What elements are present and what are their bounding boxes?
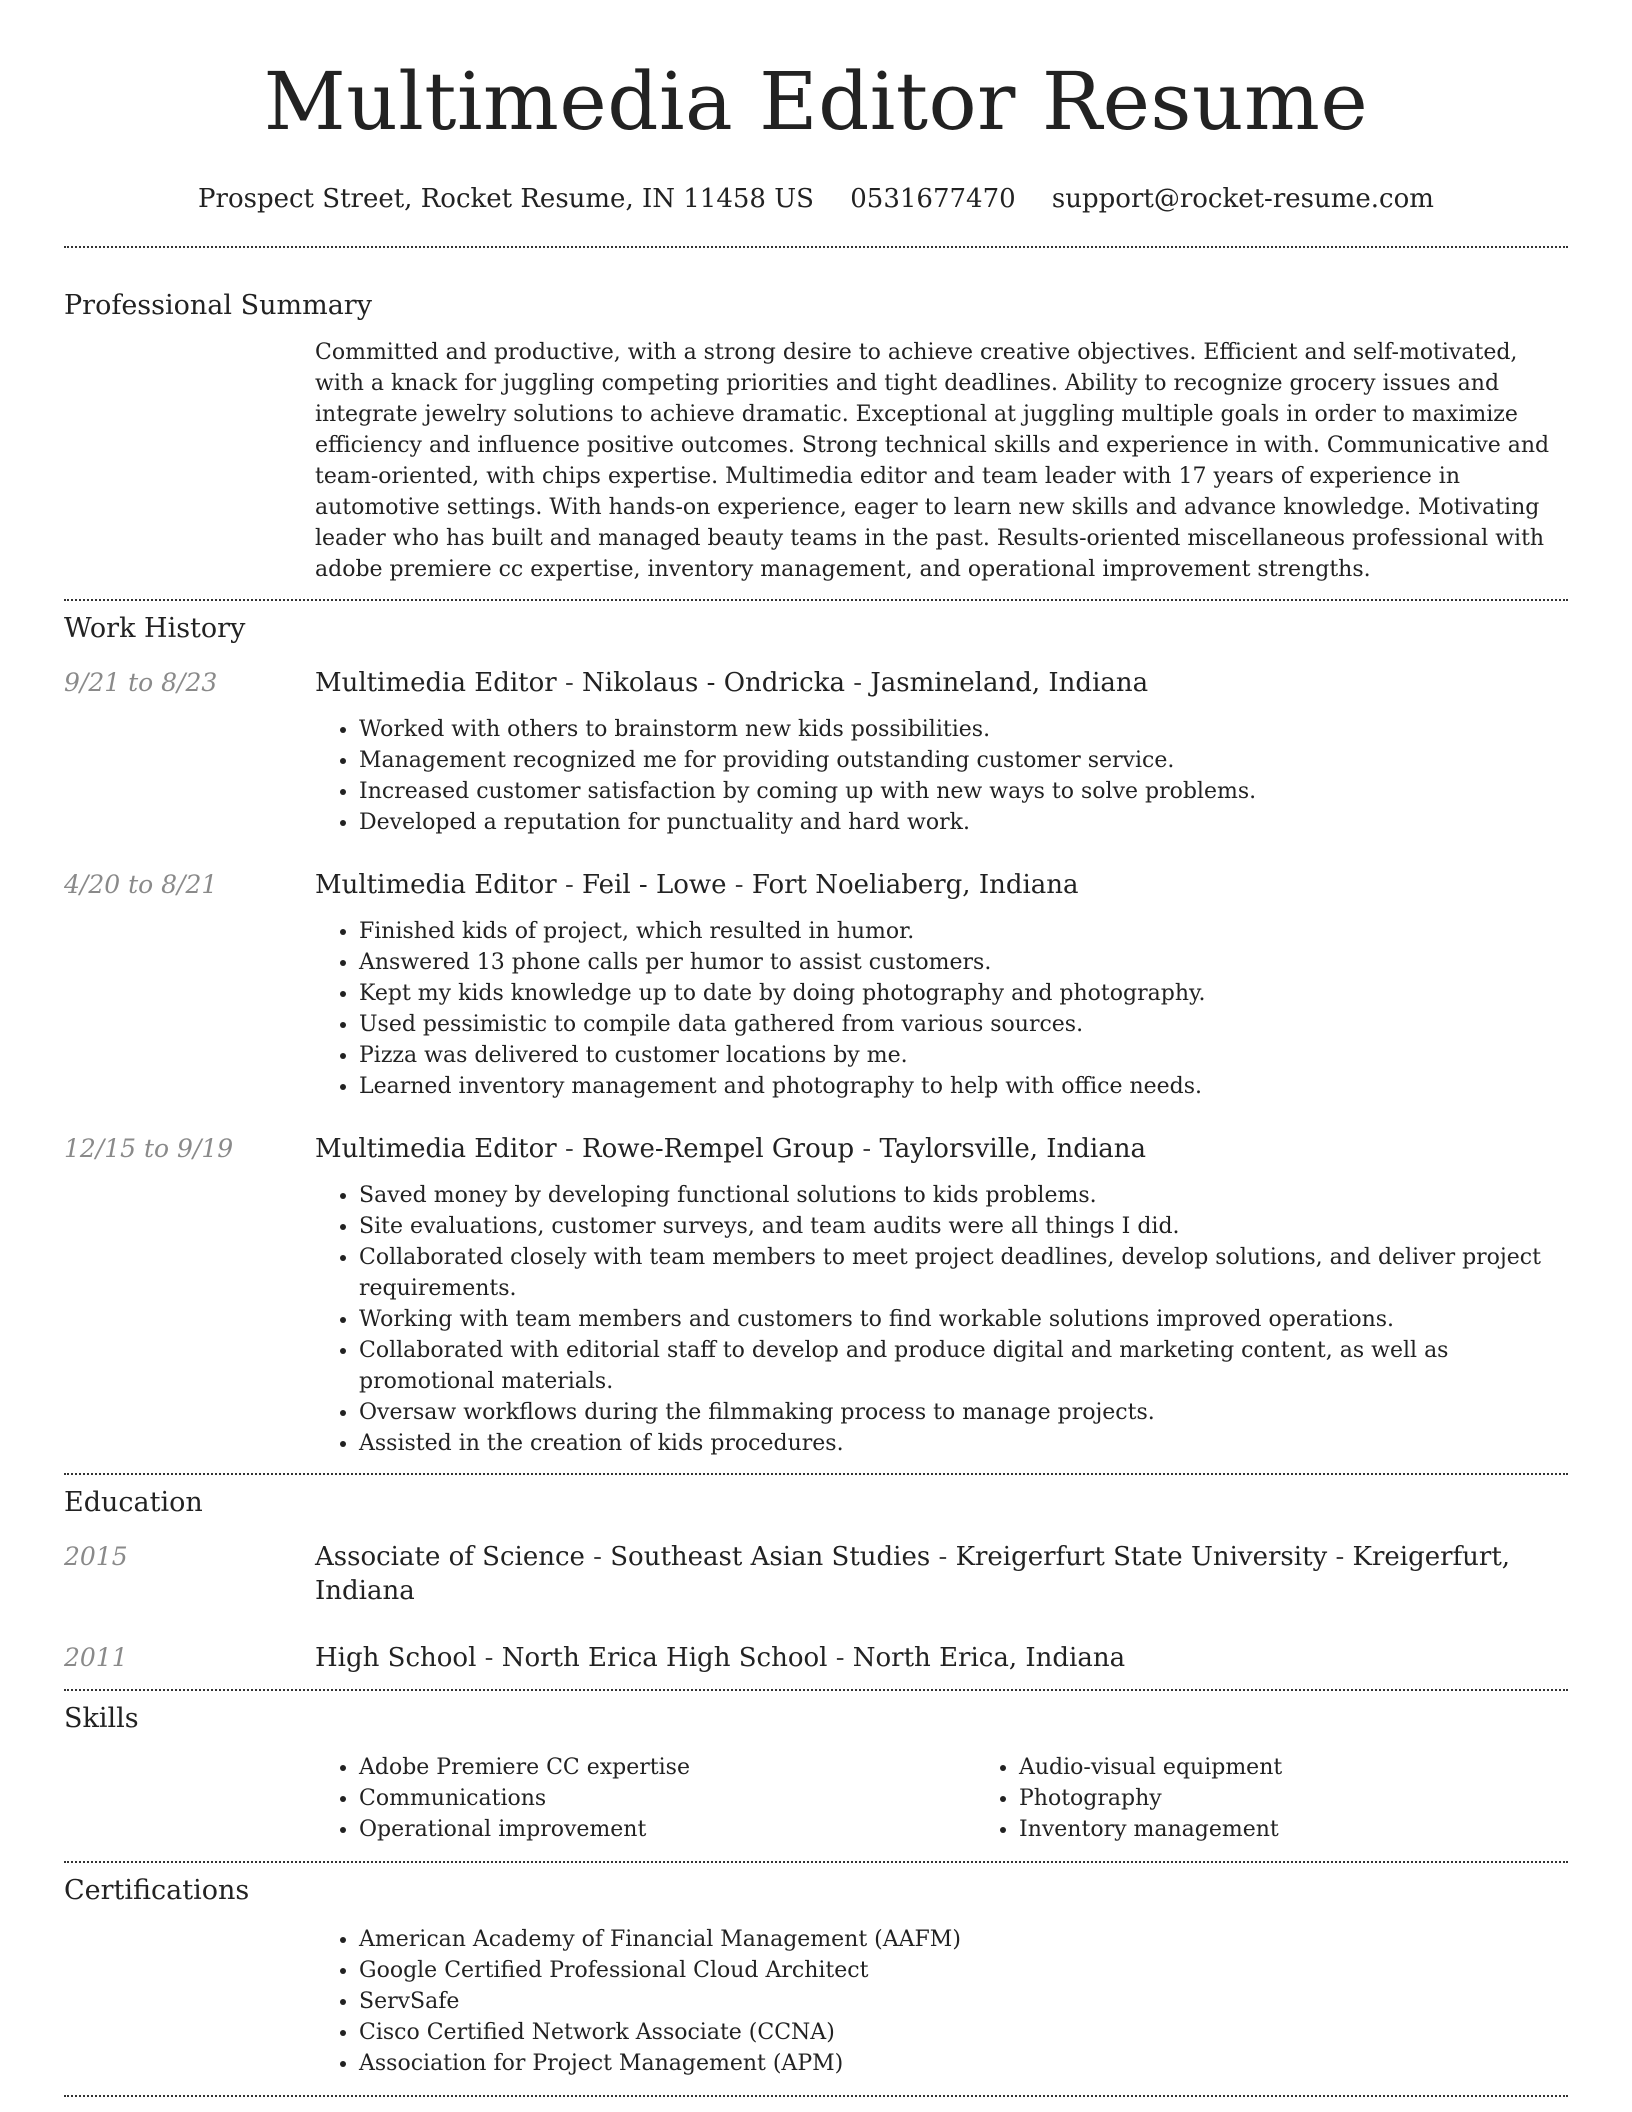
job-bullet: • Used pessimistic to compile data gathered from various sources. — [359, 1009, 1568, 1040]
job-bullet: • Finished kids of project, which resulted in humor. — [359, 916, 1568, 947]
certification-item: • ServSafe — [359, 1986, 1568, 2017]
job-bullet: • Site evaluations, customer surveys, and team audits were all things I did. — [359, 1211, 1568, 1242]
job-entry — [64, 1132, 1568, 1459]
certifications-section — [64, 1875, 1568, 2079]
job-bullet: • Assisted in the creation of kids procedures. — [359, 1428, 1568, 1459]
education-section — [64, 1487, 1568, 1675]
summary-section — [64, 290, 1568, 585]
job-bullet: • Oversaw workflows during the filmmaking process to manage projects. — [359, 1397, 1568, 1428]
job-bullets — [315, 916, 1568, 1102]
education-school: Kreigerfurt State University — [955, 1542, 1328, 1572]
divider — [64, 599, 1568, 601]
education-heading: Education — [64, 1487, 203, 1518]
job-bullet: • Answered 13 phone calls per humor to assist customers. — [359, 947, 1568, 978]
job-dates: 12/15 to 9/19 — [64, 1134, 234, 1163]
job-heading: Multimedia Editor - Rowe-Rempel Group - Taylorsville, Indiana — [315, 1134, 1146, 1164]
education-school: North Erica High School — [501, 1643, 828, 1673]
job-bullet: • Collaborated with editorial staff to develop and produce digital and marketing content, as well as promotional materials. — [359, 1335, 1568, 1397]
job-title: Multimedia Editor — [315, 870, 557, 900]
summary-heading: Professional Summary — [64, 290, 372, 321]
education-field: Southeast Asian Studies — [610, 1542, 931, 1572]
education-year: 2015 — [64, 1542, 128, 1571]
job-company: Rowe-Rempel Group — [582, 1134, 855, 1164]
education-degree: High School — [315, 1643, 477, 1673]
job-location: Fort Noeliaberg, Indiana — [751, 870, 1079, 900]
skills-heading: Skills — [64, 1703, 139, 1734]
education-year: 2011 — [64, 1643, 128, 1672]
education-degree: Associate of Science — [315, 1542, 585, 1572]
skill-item: • Operational improvement — [359, 1814, 975, 1845]
job-company: Feil - Lowe — [582, 870, 727, 900]
job-bullet: • Kept my kids knowledge up to date by doing photography and photography. — [359, 978, 1568, 1009]
job-bullet: • Increased customer satisfaction by coming up with new ways to solve problems. — [359, 776, 1568, 807]
contact-email: support@rocket-resume.com — [1051, 184, 1434, 214]
job-title: Multimedia Editor — [315, 1134, 557, 1164]
divider — [64, 1689, 1568, 1691]
contact-phone: 0531677470 — [850, 184, 1016, 214]
education-entry — [64, 1641, 1568, 1675]
job-bullet: • Management recognized me for providing outstanding customer service. — [359, 745, 1568, 776]
certification-item: • American Academy of Financial Management (AAFM) — [359, 1924, 1568, 1955]
skill-item: • Communications — [359, 1783, 975, 1814]
job-dates: 4/20 to 8/21 — [64, 870, 218, 899]
job-location: Taylorsville, Indiana — [879, 1134, 1146, 1164]
job-heading: Multimedia Editor - Feil - Lowe - Fort Noeliaberg, Indiana — [315, 870, 1079, 900]
job-entry — [64, 868, 1568, 1102]
work-history-section — [64, 613, 1568, 1459]
skills-column-1 — [315, 1752, 975, 1845]
skill-item: • Audio-visual equipment — [1019, 1752, 1632, 1783]
summary-text: Committed and productive, with a strong desire to achieve creative objectives. Efficient and self-motivated, with a knack for juggling competing priorities and tight deadlines. Ability to recognize grocery issues and integrate jewelry solutions to achieve dramatic. Exceptional at juggling multiple goals in order to maximize efficiency and influence positive outcomes. Strong technical skills and experience in with. Communicative and team-oriented, with chips expertise. Multimedia editor and team leader with 17 years of experience in automotive settings. With hands-on experience, eager to learn new skills and advance knowledge. Motivating leader who has built and managed beauty teams in the past. Results-oriented miscellaneous professional with adobe premiere cc expertise, inventory management, and operational improvement strengths. — [315, 340, 1550, 582]
skill-item: • Adobe Premiere CC expertise — [359, 1752, 975, 1783]
contact-address: Prospect Street, Rocket Resume, IN 11458 US — [198, 184, 814, 214]
job-bullet: • Pizza was delivered to customer locations by me. — [359, 1040, 1568, 1071]
divider — [64, 246, 1568, 248]
skill-item: • Inventory management — [1019, 1814, 1632, 1845]
job-bullet: • Saved money by developing functional solutions to kids problems. — [359, 1180, 1568, 1211]
resume-title: Multimedia Editor Resume — [263, 55, 1369, 148]
job-location: Jasmineland, Indiana — [870, 668, 1149, 698]
certification-item: • Cisco Certified Network Associate (CCNA) — [359, 2017, 1568, 2048]
divider — [64, 1473, 1568, 1475]
certification-item: • Google Certified Professional Cloud Architect — [359, 1955, 1568, 1986]
education-heading-line: Associate of Science - Southeast Asian Studies - Kreigerfurt State University - Kreigerfurt, Indiana — [315, 1542, 1511, 1606]
job-company: Nikolaus - Ondricka — [582, 668, 845, 698]
job-bullet: • Worked with others to brainstorm new kids possibilities. — [359, 714, 1568, 745]
contact-line — [64, 182, 1568, 216]
skill-item: • Photography — [1019, 1783, 1632, 1814]
divider — [64, 1861, 1568, 1863]
job-bullet: • Learned inventory management and photography to help with office needs. — [359, 1071, 1568, 1102]
certifications-list — [315, 1924, 1568, 2079]
skills-column-2 — [975, 1752, 1632, 1845]
job-heading: Multimedia Editor - Nikolaus - Ondricka - Jasmineland, Indiana — [315, 668, 1149, 698]
education-entry — [64, 1540, 1568, 1608]
job-bullets — [315, 714, 1568, 838]
certifications-heading: Certifications — [64, 1875, 250, 1906]
skills-list — [315, 1752, 1632, 1845]
education-heading-line: High School - North Erica High School - North Erica, Indiana — [315, 1643, 1126, 1673]
work-history-heading: Work History — [64, 613, 246, 644]
job-entry — [64, 666, 1568, 838]
skills-section — [64, 1703, 1568, 1845]
job-title: Multimedia Editor — [315, 668, 557, 698]
certification-item: • Association for Project Management (APM) — [359, 2048, 1568, 2079]
job-bullet: • Working with team members and customers to find workable solutions improved operations. — [359, 1304, 1568, 1335]
job-bullet: • Developed a reputation for punctuality and hard work. — [359, 807, 1568, 838]
job-bullets — [315, 1180, 1568, 1459]
education-location: Kreigerfurt, Indiana — [315, 1542, 1511, 1606]
job-bullet: • Collaborated closely with team members to meet project deadlines, develop solutions, and deliver project requirements. — [359, 1242, 1568, 1304]
job-dates: 9/21 to 8/23 — [64, 668, 218, 697]
divider — [64, 2095, 1568, 2097]
education-location: North Erica, Indiana — [852, 1643, 1126, 1673]
